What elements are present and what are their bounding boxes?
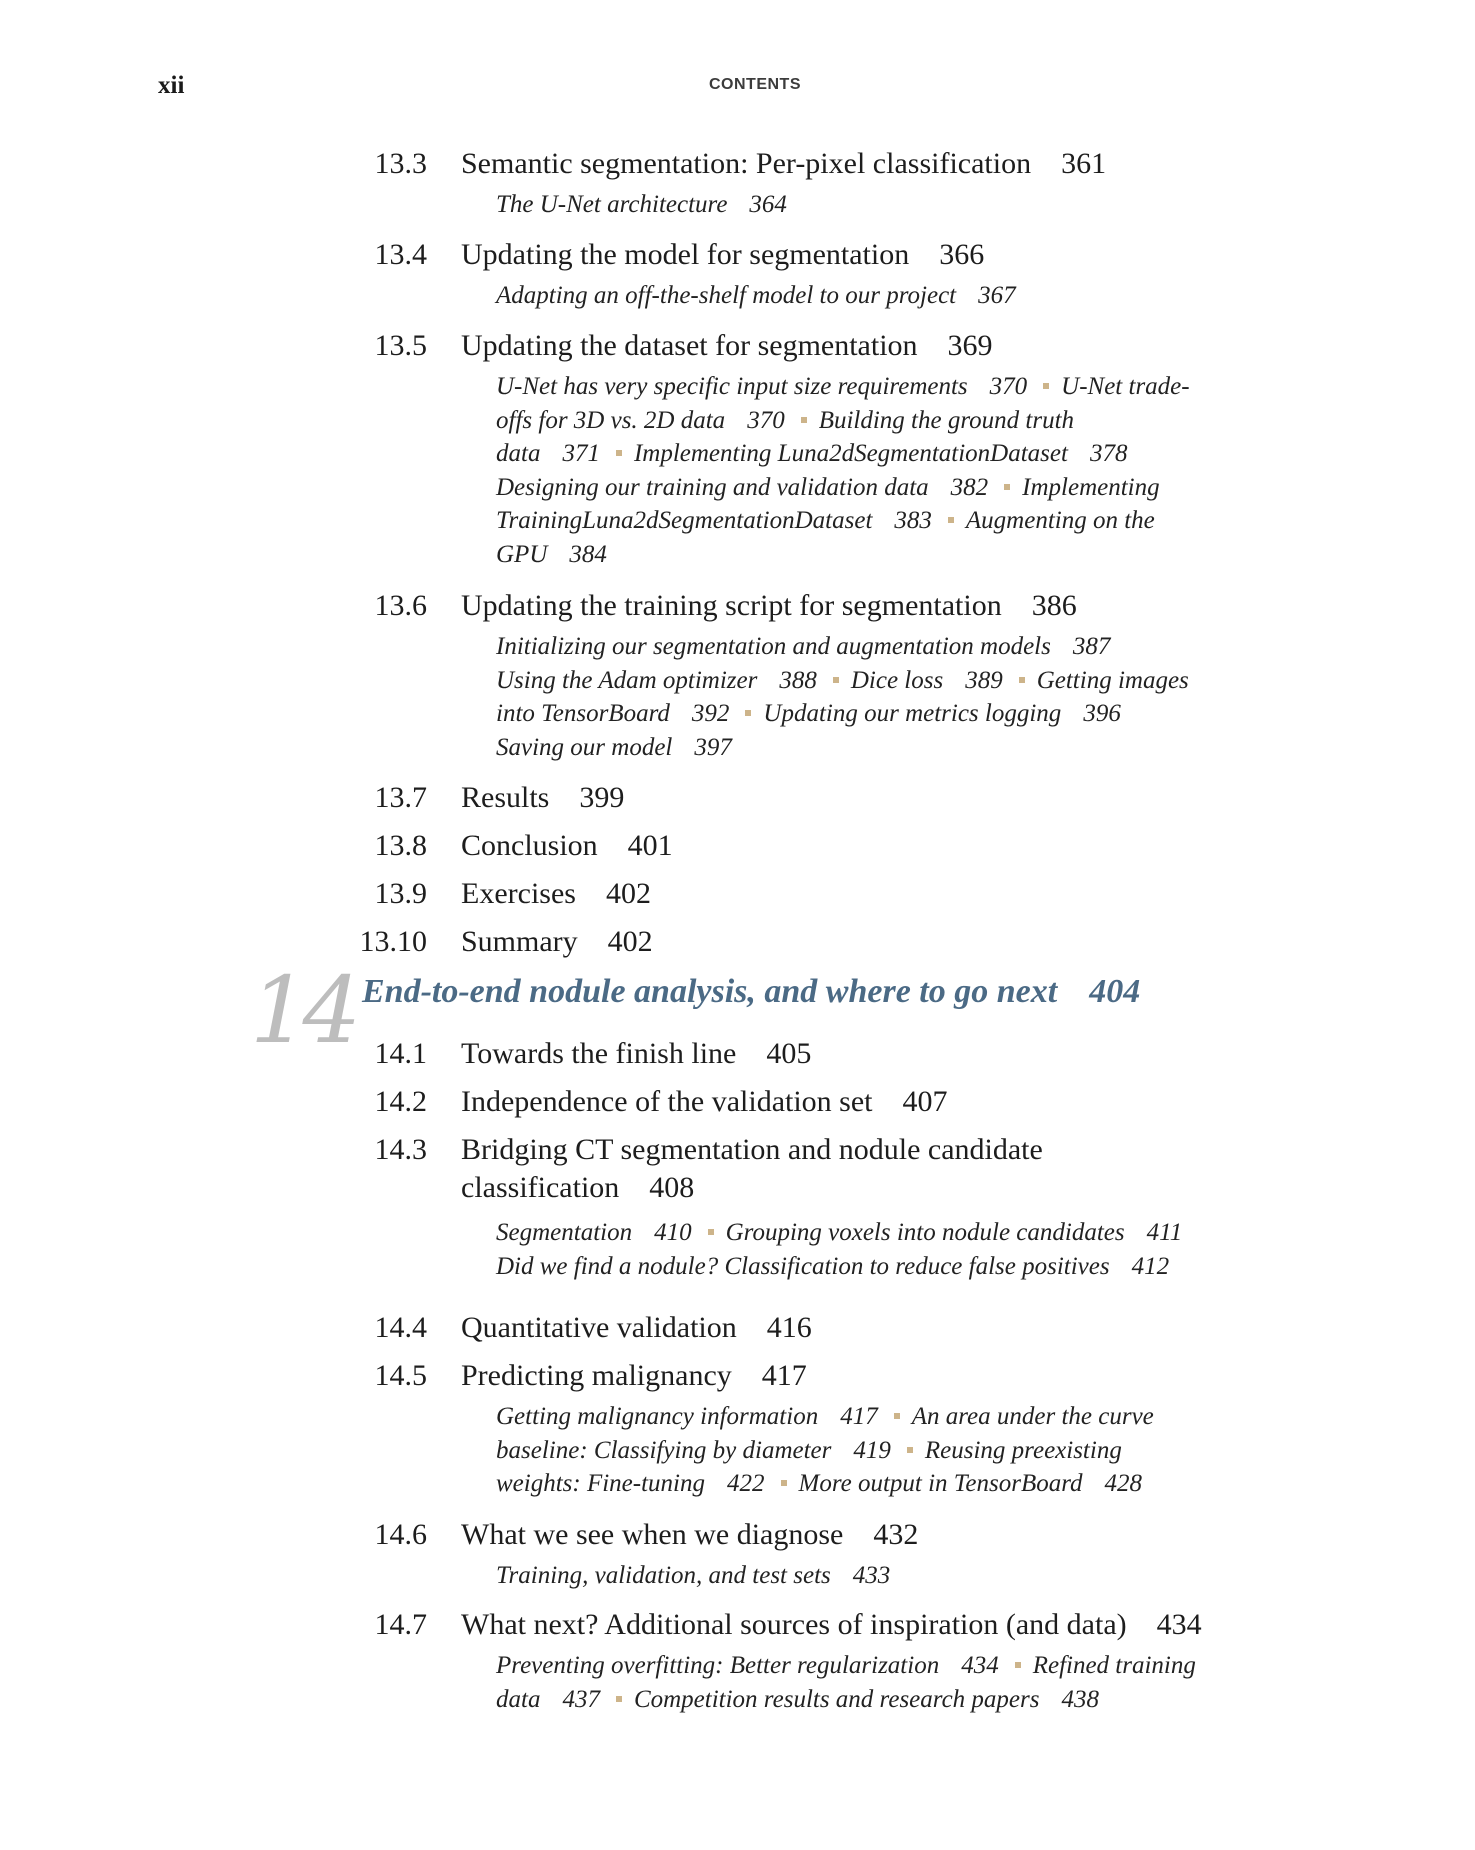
section-page-number: 405 [766,1037,812,1070]
subsection-title: More output in TensorBoard [798,1470,1083,1498]
subsection-entry[interactable] [763,700,1124,727]
section-title[interactable] [461,923,1341,961]
subsection-entry[interactable] [634,440,1131,467]
section-page-number: 369 [947,329,993,362]
subsection-line [496,279,1276,313]
subsection-page-number: 370 [747,406,785,434]
bullet-separator-icon [745,710,751,716]
subsection-line [496,1467,1276,1501]
section-number: 14.1 [374,1037,427,1070]
subsection-entry[interactable] [925,1437,1122,1464]
subsection-entry[interactable] [496,373,1031,400]
subsection-title: Did we find a nodule? Classification to reduce false positives [496,1252,1110,1280]
subsection-title: Initializing our segmentation and augmentation models [496,633,1051,660]
section-number: 13.8 [374,829,427,862]
subsection-title: data [496,1685,541,1713]
subsection-page-number: 392 [691,700,730,728]
subsection-title: into TensorBoard [496,700,670,728]
subsection-entry[interactable] [496,1253,1173,1280]
subsection-title: GPU [496,540,548,568]
subsection-entry[interactable] [496,191,791,218]
section-title[interactable] [461,236,1341,274]
chapter-title[interactable] [362,971,1140,1013]
subsection-line [496,188,1276,222]
section-number: 13.7 [374,781,427,814]
section-title[interactable] [461,1083,1341,1121]
subsection-line [496,1250,1276,1284]
subsection-title: Building the ground truth [818,406,1075,434]
subsection-page-number: 384 [569,540,607,568]
section-page-number: 366 [939,238,985,271]
subsection-page-number: 428 [1104,1470,1143,1498]
subsection-entry[interactable] [634,1686,1103,1713]
subsection-page-number: 422 [727,1470,765,1498]
subsection-title: Training, validation, and test sets [496,1562,831,1589]
subsection-entry[interactable] [819,407,1074,434]
section-title[interactable] [461,327,1341,365]
subsection-title: Adapting an off-the-shelf model to our project [496,282,957,309]
subsection-line [496,538,1276,572]
subsection-title: U-Net trade- [1061,373,1190,400]
subsection-entry[interactable] [496,1437,895,1464]
subsection-entry[interactable] [496,633,1114,660]
running-head: CONTENTS [709,76,801,93]
section-number: 13.4 [374,238,427,271]
section-title[interactable] [461,1131,1341,1207]
section-title[interactable] [461,587,1341,625]
section-title[interactable] [461,827,1341,865]
subsection-entry[interactable] [1033,1652,1196,1679]
bullet-separator-icon [616,1696,622,1702]
subsection-page-number: 371 [562,440,600,468]
subsection-entry[interactable] [496,1652,1003,1679]
subsection-page-number: 410 [654,1219,692,1246]
subsection-title: Refined training [1032,1652,1196,1679]
subsection-page-number: 433 [852,1562,891,1589]
section-title[interactable] [461,1516,1341,1554]
section-page-number: 402 [605,877,651,910]
bullet-separator-icon [1043,383,1049,389]
bullet-separator-icon [894,1413,900,1419]
subsection-line [496,1649,1276,1683]
section-page-number: 402 [607,925,653,958]
subsection-line [496,471,1276,505]
section-page-number: 434 [1156,1608,1202,1641]
subsection-page-number: 387 [1072,633,1111,660]
bullet-separator-icon [833,677,839,683]
bullet-separator-icon [1019,677,1025,683]
subsection-title: baseline: Classifying by diameter [496,1436,832,1464]
subsection-list [496,279,1276,313]
subsection-line [496,1434,1276,1468]
section-number: 13.6 [374,589,427,622]
bullet-separator-icon [708,1229,714,1235]
subsection-entry[interactable] [496,282,1020,309]
subsection-entry[interactable] [496,440,604,467]
subsection-entry[interactable] [1061,373,1189,400]
section-page-number: 432 [873,1518,919,1551]
subsection-page-number: 383 [894,507,932,535]
subsection-entry[interactable] [496,1686,604,1713]
subsection-entry[interactable] [1037,667,1189,694]
section-title-text: What we see when we diagnose [461,1518,844,1551]
section-number: 14.5 [374,1359,427,1392]
section-title[interactable] [461,779,1341,817]
section-page-number: 401 [627,829,673,862]
subsection-entry[interactable] [496,1470,769,1497]
section-page-number: 407 [902,1085,948,1118]
subsection-line [496,697,1276,731]
subsection-line [496,437,1276,471]
subsection-page-number: 364 [749,191,787,218]
section-title-text: What next? Additional sources of inspiration (and data) [461,1608,1127,1641]
subsection-line [496,1216,1276,1250]
section-number: 13.3 [374,147,427,180]
subsection-page-number: 419 [853,1436,891,1464]
bullet-separator-icon [616,450,622,456]
bullet-separator-icon [907,1447,913,1453]
section-number: 13.5 [374,329,427,362]
section-page-number: 416 [766,1311,812,1344]
section-number: 14.2 [374,1085,427,1118]
subsection-line [496,664,1276,698]
section-number: 13.10 [359,925,427,958]
section-number: 14.4 [374,1311,427,1344]
subsection-entry[interactable] [496,407,789,434]
subsection-page-number: 417 [840,1403,878,1430]
subsection-list [496,188,1276,222]
bullet-separator-icon [781,1480,787,1486]
subsection-list [496,1216,1276,1283]
subsection-page-number: 397 [694,733,732,761]
section-page-number: 399 [579,781,625,814]
subsection-line [496,630,1276,664]
subsection-title: Updating our metrics logging [763,700,1062,728]
section-title-text: Updating the model for segmentation [461,238,910,271]
subsection-list [496,1559,1276,1593]
subsection-entry[interactable] [496,507,936,534]
subsection-page-number: 411 [1146,1219,1183,1246]
subsection-title: Augmenting on the [965,507,1155,535]
page-folio: xii [158,72,185,99]
section-title[interactable] [461,875,1341,913]
section-title-text: Exercises [461,877,576,910]
section-title-text: Independence of the validation set [461,1085,873,1118]
subsection-entry[interactable] [496,1562,894,1589]
subsection-page-number: 382 [950,473,989,501]
section-number: 14.3 [374,1133,427,1166]
subsection-page-number: 434 [961,1652,999,1679]
subsection-title: Preventing overfitting: Better regularization [496,1652,940,1679]
subsection-list [496,1649,1276,1716]
subsection-title: Grouping voxels into nodule candidates [725,1219,1125,1246]
section-title-text: Results [461,781,550,814]
section-title-text-continued: classification [461,1171,620,1204]
section-title-text: Towards the finish line [461,1037,737,1070]
section-title-text: Semantic segmentation: Per-pixel classification [461,147,1032,180]
subsection-entry[interactable] [1022,474,1159,501]
subsection-title: An area under the curve [911,1403,1154,1430]
subsection-list [496,370,1276,572]
section-number: 13.9 [374,877,427,910]
subsection-title: The U-Net architecture [496,191,728,218]
subsection-page-number: 396 [1083,700,1121,728]
subsection-title: Implementing Luna2dSegmentationDataset [633,440,1068,468]
subsection-entry[interactable] [496,700,733,727]
section-title[interactable] [461,145,1341,183]
subsection-entry[interactable] [496,541,611,568]
subsection-title: Competition results and research papers [633,1685,1040,1713]
subsection-list [496,1400,1276,1501]
section-title-text: Updating the training script for segmentation [461,589,1002,622]
subsection-entry[interactable] [912,1403,1154,1430]
section-title-text: Quantitative validation [461,1311,737,1344]
section-number: 14.7 [374,1608,427,1641]
subsection-title: Using the Adam optimizer [496,666,758,694]
subsection-line [496,731,1276,765]
subsection-page-number: 389 [965,666,1003,694]
subsection-page-number: 367 [978,282,1016,309]
section-title[interactable] [461,1357,1341,1395]
subsection-entry[interactable] [799,1470,1147,1497]
section-page-number: 417 [761,1359,807,1392]
subsection-entry[interactable] [496,1403,882,1430]
subsection-page-number: 388 [779,666,817,694]
section-title-text: Conclusion [461,829,598,862]
subsection-title: U-Net has very specific input size requirements [496,373,968,400]
subsection-page-number: 378 [1089,440,1128,468]
subsection-title: data [496,440,541,468]
subsection-entry[interactable] [496,667,821,694]
chapter-number: 14 [250,957,356,1064]
section-title-text: Summary [461,925,578,958]
subsection-title: Getting malignancy information [496,1403,819,1430]
chapter-page-number: 404 [1089,973,1141,1010]
subsection-entry[interactable] [496,474,992,501]
subsection-title: Dice loss [850,666,944,694]
section-page-number: 361 [1061,147,1107,180]
subsection-title: Designing our training and validation data [496,473,929,501]
subsection-entry[interactable] [496,1219,696,1246]
subsection-line [496,504,1276,538]
subsection-page-number: 438 [1061,1685,1099,1713]
section-title-text: Updating the dataset for segmentation [461,329,918,362]
bullet-separator-icon [801,417,807,423]
section-page-number: 408 [649,1171,695,1204]
subsection-page-number: 412 [1131,1252,1170,1280]
section-number: 14.6 [374,1518,427,1551]
section-title-text: Predicting malignancy [461,1359,732,1392]
subsection-line [496,370,1276,404]
subsection-entry[interactable] [851,667,1007,694]
subsection-line [496,1683,1276,1717]
subsection-entry[interactable] [726,1219,1187,1246]
subsection-title: Getting images [1036,666,1189,694]
subsection-title: offs for 3D vs. 2D data [496,406,726,434]
subsection-list [496,630,1276,764]
bullet-separator-icon [1015,1662,1021,1668]
subsection-page-number: 370 [989,373,1028,400]
subsection-line [496,404,1276,438]
section-title-text: Bridging CT segmentation and nodule candidate [461,1133,1043,1166]
subsection-entry[interactable] [496,734,736,761]
subsection-title: Reusing preexisting [924,1436,1122,1464]
subsection-line [496,1559,1276,1593]
subsection-line [496,1400,1276,1434]
chapter-title-text: End-to-end nodule analysis, and where to go next [362,973,1058,1010]
bullet-separator-icon [948,517,954,523]
subsection-entry[interactable] [966,507,1155,534]
subsection-title: TrainingLuna2dSegmentationDataset [496,507,873,535]
subsection-title: Segmentation [496,1219,633,1246]
subsection-page-number: 437 [562,1685,600,1713]
subsection-title: weights: Fine-tuning [496,1470,705,1498]
bullet-separator-icon [1004,484,1010,490]
section-title[interactable] [461,1309,1341,1347]
subsection-title: Implementing [1022,473,1160,501]
subsection-title: Saving our model [496,733,673,761]
section-page-number: 386 [1031,589,1077,622]
section-title[interactable] [461,1606,1341,1644]
